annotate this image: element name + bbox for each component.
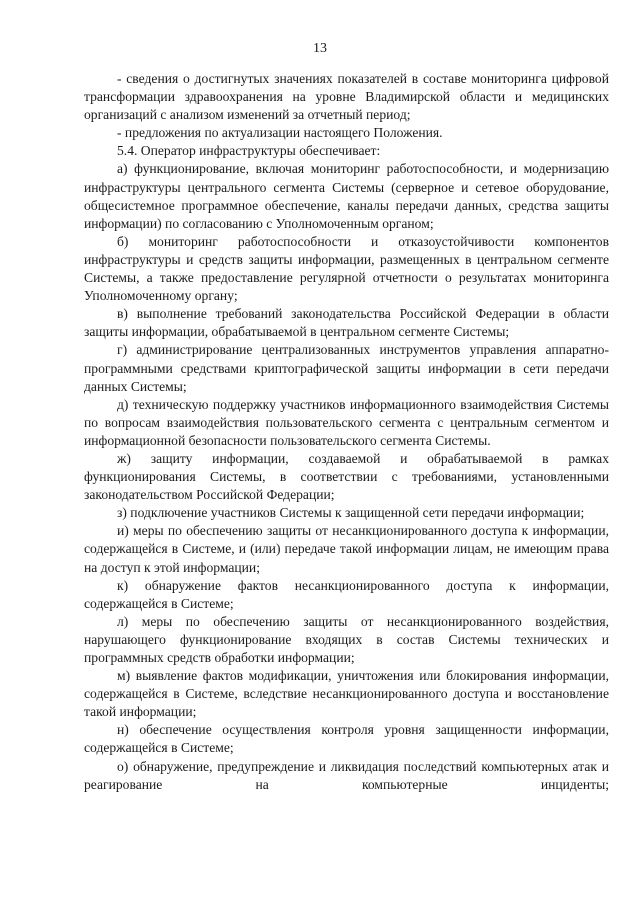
paragraph-section-5-4: 5.4. Оператор инфраструктуры обеспечивает: [117,143,381,159]
paragraph-item-z: з) подключение участников Системы к защищенной сети передачи информации; [117,505,585,521]
paragraph-item-zh: ж) защиту информации, создаваемой и обрабатываемой в рамках функционирования Системы, в соответствии с требованиями, установленными законодательством Российской Федерации; [84,450,609,503]
document-body [84,70,609,794]
paragraph-item-m: м) выявление фактов модификации, уничтожения или блокирования информации, содержащейся в Системе, вследствие несанкционированного доступа и восстановление такой информации; [84,668,609,720]
page-number: 13 [313,41,327,56]
paragraph-monitoring-results: - сведения о достигнутых значениях показателей в составе мониторинга цифровой трансформации здравоохранения на уровне Владимирской области и медицинских организаций с анализом изменений за отчетный период; [84,71,609,123]
paragraph-item-n: н) обеспечение осуществления контроля уровня защищенности информации, содержащейся в Системе; [84,722,609,756]
paragraph-item-g: г) администрирование централизованных инструментов управления аппаратно-программными средствами криптографической защиты информации в сети передачи данных Системы; [84,342,609,394]
paragraph-item-i: и) меры по обеспечению защиты от несанкционированного доступа к информации, содержащейся в Системе, и (или) передаче такой информации лицам, не имеющим права на доступ к этой информации; [84,523,609,575]
paragraph-item-d: д) техническую поддержку участников информационного взаимодействия Системы по вопросам взаимодействия пользовательского сегмента с центральным сегментом и информационной безопасности пользовательского сегмента Системы. [84,396,609,448]
paragraph-update-proposals: - предложения по актуализации настоящего Положения. [117,125,443,141]
paragraph-item-k: к) обнаружение фактов несанкционированного доступа к информации, содержащейся в Системе; [84,577,609,611]
paragraph-item-o: о) обнаружение, предупреждение и ликвидация последствий компьютерных атак и реагирование на компьютерные инциденты; [84,758,609,792]
paragraph-item-v: в) выполнение требований законодательства Российской Федерации в области защиты информации, обрабатываемой в центральном сегменте Системы; [84,306,609,340]
paragraph-item-l: л) меры по обеспечению защиты от несанкционированного воздействия, нарушающего функционирование входящих в состав Системы технических и программных средств обработки информации; [84,613,609,665]
paragraph-item-a: а) функционирование, включая мониторинг работоспособности, и модернизацию инфраструктуры центрального сегмента Системы (серверное и сетевое оборудование, общесистемное программное обеспечение, каналы передачи данных, средства защиты информации) по согласованию с Уполномоченным органом; [84,161,609,231]
paragraph-item-b: б) мониторинг работоспособности и отказоустойчивости компонентов инфраструктуры и средств защиты информации, размещенных в центральном сегменте Системы, а также предоставление регулярной отчетности о результатах мониторинга Уполномоченному органу; [84,233,609,304]
